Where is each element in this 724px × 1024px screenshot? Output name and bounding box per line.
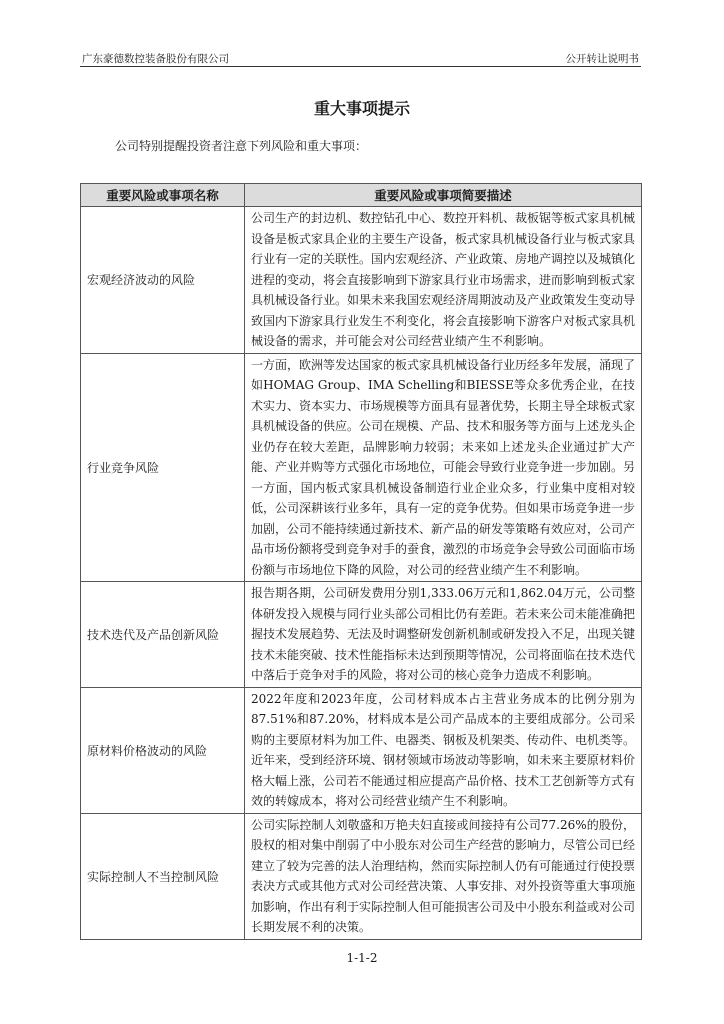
risk-table xyxy=(80,183,642,940)
intro-text: 公司特别提醒投资者注意下列风险和重大事项： xyxy=(115,139,368,153)
table-row xyxy=(81,687,642,813)
risk-name: 实际控制人不当控制风险 xyxy=(81,813,245,939)
column-header-name: 重要风险或事项名称 xyxy=(81,184,245,207)
table-row xyxy=(81,582,642,688)
risk-description: 一方面，欧洲等发达国家的板式家具机械设备行业历经多年发展，涌现了如HOMAG Group、IMA Schelling和BIESSE等众多优秀企业，在技术实力、资本实力、市场规模等方面具有显著优势，长期主导全球板式家具机械设备的供应。公司在规模、产品、技术和服务等方面与上述龙头企业仍存在较大差距，品牌影响力较弱；未来如上述龙头企业通过扩大产能、产业并购等方式强化市场地位，可能会导致行业竞争进一步加剧。另一方面，国内板式家具机械设备制造行业企业众多，行业集中度相对较低，公司深耕该行业多年，具有一定的竞争优势。但如果市场竞争进一步加剧，公司不能持续通过新技术、新产品的研发等策略有效应对，公司产品市场份额将受到竞争对手的蚕食，激烈的市场竞争会导致公司面临市场份额与市场地位下降的风险，对公司的经营业绩产生不利影响。 xyxy=(245,353,642,582)
table-row xyxy=(81,353,642,582)
risk-description: 2022年度和2023年度，公司材料成本占主营业务成本的比例分别为87.51%和87.20%，材料成本是公司产品成本的主要组成部分。公司采购的主要原材料为加工件、电器类、钢板及机架类、传动件、电机类等。近年来，受到经济环境、钢材领域市场波动等影响，如未来主要原材料价格大幅上涨，公司若不能通过相应提高产品价格、技术工艺创新等方式有效的转嫁成本，将对公司经营业绩产生不利影响。 xyxy=(245,687,642,813)
page-title: 重大事项提示 xyxy=(313,99,410,118)
risk-description: 公司生产的封边机、数控钻孔中心、数控开料机、裁板锯等板式家具机械设备是板式家具企业的主要生产设备，板式家具机械设备行业与板式家具行业有一定的关联性。国内宏观经济、产业政策、房地产调控以及城镇化进程的变动，将会直接影响到下游家具行业市场需求，进而影响到板式家具机械设备行业。如果未来我国宏观经济周期波动及产业政策发生变动导致国内下游家具行业发生不利变化，将会直接影响下游客户对板式家具机械设备的需求，并可能会对公司经营业绩产生不利影响。 xyxy=(245,207,642,354)
risk-name: 技术迭代及产品创新风险 xyxy=(81,582,245,688)
column-header-description: 重要风险或事项简要描述 xyxy=(245,184,642,207)
risk-name: 行业竞争风险 xyxy=(81,353,245,582)
risk-description: 公司实际控制人刘敬盛和万艳夫妇直接或间接持有公司77.26%的股份，股权的相对集中削弱了中小股东对公司生产经营的影响力，尽管公司已经建立了较为完善的法人治理结构，然而实际控制人仍有可能通过行使投票表决方式或其他方式对公司经营决策、人事安排、对外投资等重大事项施加影响，作出有利于实际控制人但可能损害公司及中小股东利益或对公司长期发展不利的决策。 xyxy=(245,813,642,939)
risk-name: 原材料价格波动的风险 xyxy=(81,687,245,813)
page-number: 1-1-2 xyxy=(346,951,378,965)
table-header-row xyxy=(81,184,642,207)
risk-name: 宏观经济波动的风险 xyxy=(81,207,245,354)
page-header xyxy=(80,50,641,67)
table-row xyxy=(81,207,642,354)
table-row xyxy=(81,813,642,939)
risk-description: 报告期各期，公司研发费用分别1,333.06万元和1,862.04万元，公司整体研发投入规模与同行业头部公司相比仍有差距。若未来公司未能准确把握技术发展趋势、无法及时调整研发创新机制或研发投入不足，出现关键技术未能突破、技术性能指标未达到预期等情况，公司将面临在技术迭代中落后于竞争对手的风险，将对公司的核心竞争力造成不利影响。 xyxy=(245,582,642,688)
header-document-type: 公开转让说明书 xyxy=(565,53,639,65)
header-company-name: 广东豪德数控装备股份有限公司 xyxy=(82,53,229,65)
